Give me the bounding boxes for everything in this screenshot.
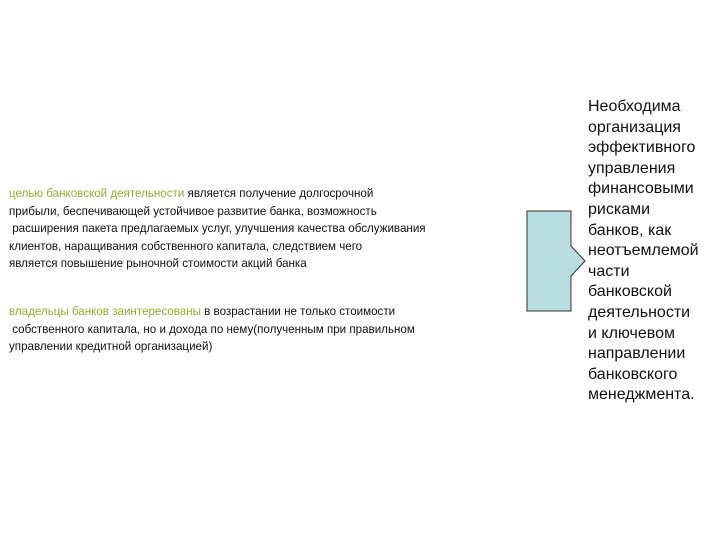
goal-line: клиентов, наращивания собственного капитала, следствием чего: [9, 239, 363, 253]
callout-line: неотъемлемой: [588, 242, 699, 260]
callout-line: банковской: [588, 283, 672, 301]
callout-line: направлении: [588, 345, 686, 363]
goal-paragraph: [9, 185, 514, 273]
right-arrow-icon: [525, 210, 587, 312]
callout-line: менеджмента.: [588, 386, 695, 404]
callout-line: банков, как: [588, 221, 672, 239]
owners-line: собственного капитала, но и дохода по нему(полученным при правильном: [9, 322, 415, 336]
owners-paragraph: [9, 303, 514, 356]
owners-line: в возрастании не только стоимости: [200, 305, 396, 318]
callout-line: и ключевом: [588, 324, 675, 342]
goal-line: расширения пакета предлагаемых услуг, улучшения качества обслуживания: [9, 222, 426, 235]
callout-line: Необходима: [588, 98, 681, 115]
callout-line: эффективного: [588, 139, 696, 157]
callout-line: части: [588, 262, 630, 280]
callout-line: организация: [588, 118, 681, 136]
callout-line: управления: [588, 159, 676, 177]
callout-line: деятельности: [588, 303, 691, 321]
owners-line: управлении кредитной организацией): [9, 340, 213, 353]
owners-first-line: [9, 303, 514, 321]
arrow-shape: [527, 211, 585, 311]
goal-line: является получение долгосрочной: [184, 187, 374, 200]
callout-line: финансовыми: [588, 180, 694, 198]
goal-first-line: [9, 185, 514, 203]
goal-line: прибыли, беспечивающей устойчивое развитие банка, возможность: [9, 204, 377, 218]
goal-highlight: целью банковской деятельности: [9, 187, 185, 200]
conclusion-callout: [588, 97, 720, 406]
callout-line: банковского: [588, 365, 678, 383]
owners-highlight: владельцы банков заинтересованы: [9, 305, 201, 318]
goal-line: является повышение рыночной стоимости акций банка: [9, 257, 307, 270]
callout-line: рисками: [588, 200, 651, 218]
